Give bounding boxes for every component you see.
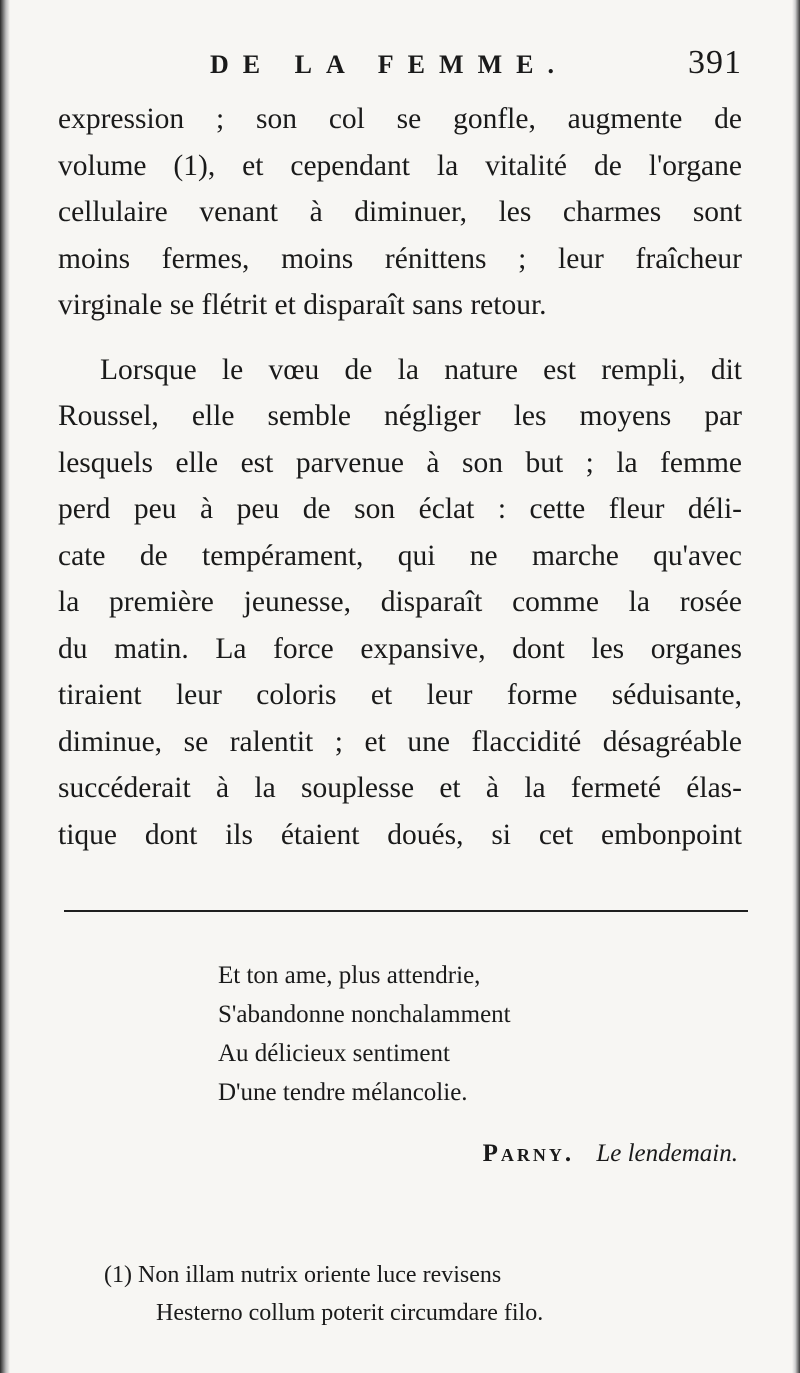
poem-line: S'abandonne nonchalamment (218, 1001, 511, 1028)
text-line: diminue, se ralentit ; et une flaccidité désagréable (58, 725, 742, 758)
poem-line: D'une tendre mélancolie. (218, 1079, 468, 1106)
text-line: cate de tempérament, qui ne marche qu'avec (58, 539, 742, 572)
text-line: succéderait à la souplesse et à la fermeté élas- (58, 772, 742, 804)
text-line: cellulaire venant à diminuer, les charmes sont (58, 196, 742, 228)
paragraph-2 (58, 347, 742, 859)
body-text (58, 96, 742, 858)
text-line: moins fermes, moins rénittens ; leur fraîcheur (58, 242, 742, 275)
text-line: du matin. La force expansive, dont les organes (58, 632, 742, 665)
text-line: Roussel, elle semble négliger les moyens par (58, 400, 742, 432)
paragraph-1 (58, 96, 742, 329)
text-line: expression ; son col se gonfle, augmente de (58, 103, 742, 135)
poem-quotation (218, 956, 718, 1112)
footnote-line: (1) Non illam nutrix oriente luce revisens (104, 1262, 502, 1288)
attribution-work: Le lendemain. (596, 1140, 738, 1167)
page-edge-left (0, 0, 10, 1373)
running-head: DE LA FEMME. (210, 50, 568, 79)
text-line: la première jeunesse, disparaît comme la rosée (58, 586, 742, 618)
page-header (60, 44, 750, 92)
poem-attribution (483, 1140, 738, 1168)
text-line: Lorsque le vœu de la nature est rempli, dit (100, 353, 742, 386)
text-line: lesquels elle est parvenue à son but ; la femme (58, 446, 742, 479)
text-line: tiraient leur coloris et leur forme séduisante, (58, 679, 742, 711)
text-line: virginale se flétrit et disparaît sans retour. (58, 289, 547, 321)
separator-rule (64, 910, 748, 912)
text-line: tique dont ils étaient doués, si cet embonpoint (58, 818, 742, 851)
poem-line: Et ton ame, plus attendrie, (218, 962, 481, 989)
footnote (104, 1256, 664, 1332)
page-number: 391 (688, 44, 742, 81)
page-edge-right (792, 0, 800, 1373)
text-line: perd peu à peu de son éclat : cette fleur déli- (58, 493, 742, 525)
footnote-line: Hesterno collum poterit circumdare filo. (156, 1300, 544, 1326)
attribution-author: Parny. (482, 1140, 575, 1167)
text-line: volume (1), et cependant la vitalité de l'organe (58, 149, 742, 182)
poem-line: Au délicieux sentiment (218, 1040, 450, 1067)
